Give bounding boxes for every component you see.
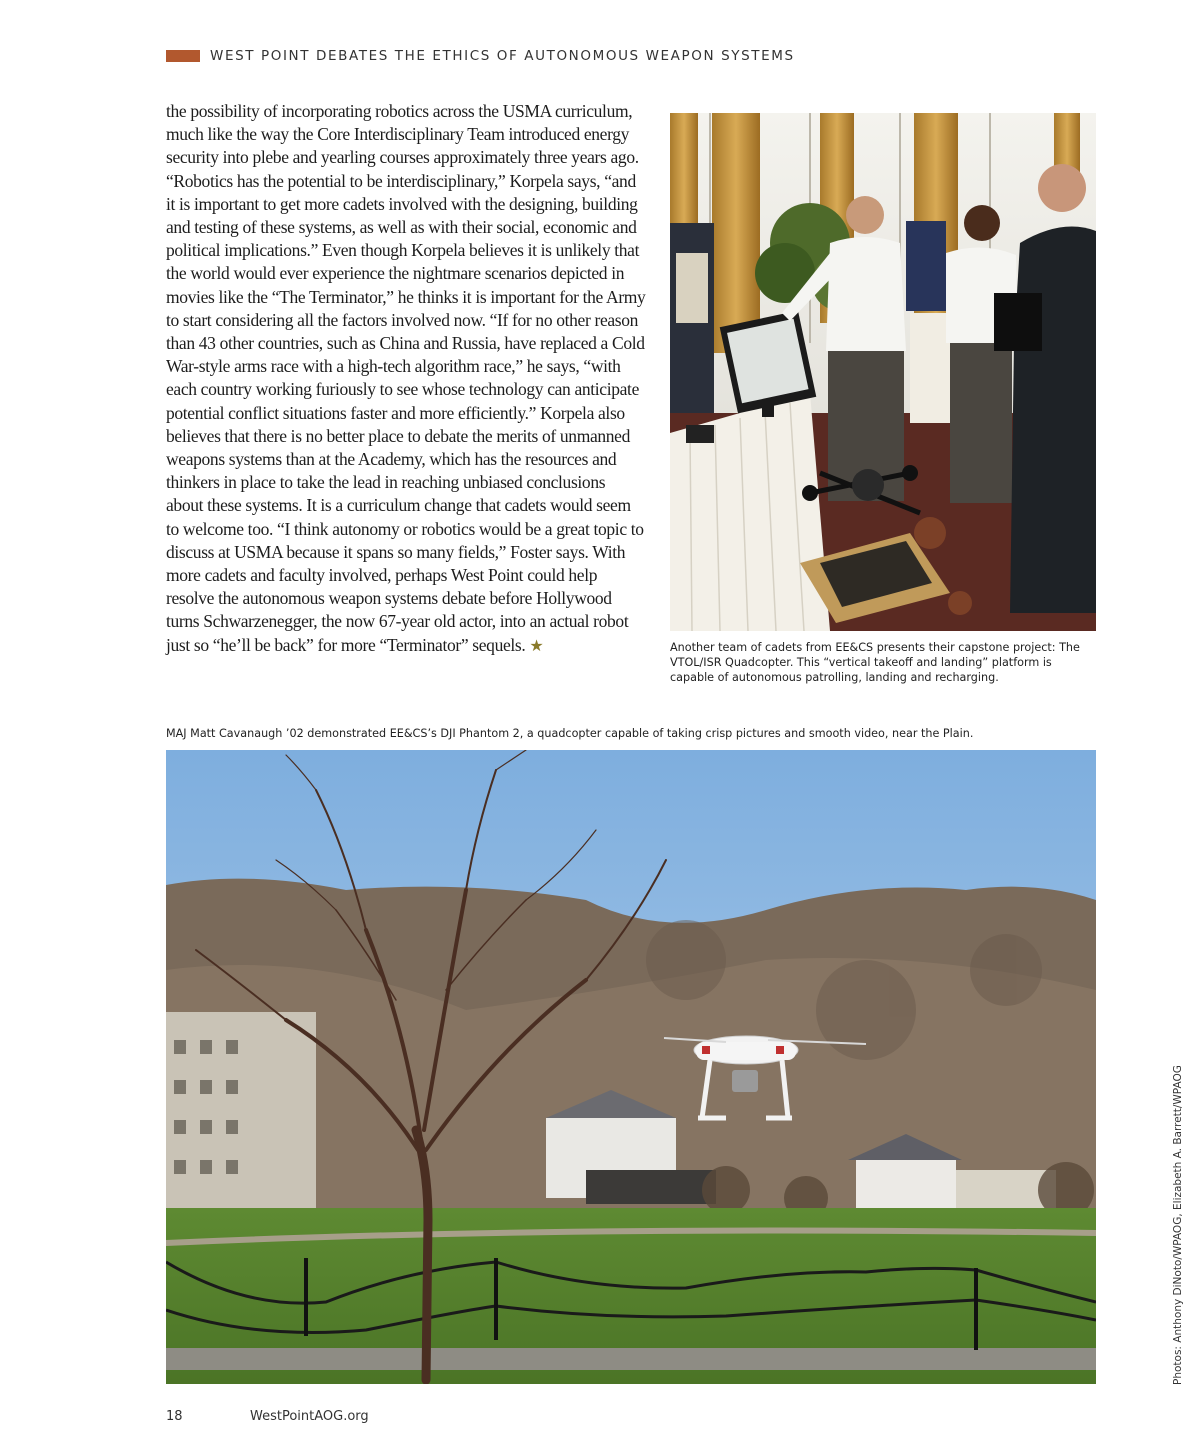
header-title: WEST POINT DEBATES THE ETHICS OF AUTONOMOUS WEAPON SYSTEMS — [210, 48, 795, 64]
running-header — [166, 46, 795, 66]
end-mark-star-icon: ★ — [529, 637, 544, 655]
article-body-text: the possibility of incorporating robotics across the USMA curriculum, much like the way the Core Interdisciplinary Team introduced energy security into plebe and yearling courses approximately three years ago. “Robotics has the potential to be interdisciplinary,” Korpela says, “and it is important to get more cadets involved with the designing, building and testing of these systems, as well as with their social, economic and political implications.” Even though Korpela believes it is unlikely that the world would ever experience the nightmare scenarios depicted in movies like the “The Terminator,” he thinks it is important for the Army to start considering all the factors involved now. “If for no other reason than 43 other countries, such as China and Russia, have replaced a Cold War-style arms race with a high-tech algorithm race,” he says, “with each country working furiously to see whose technology can anticipate potential conflict situations faster and more efficiently.” Korpela also believes that there is no better place to debate the merits of unmanned weapons systems than at the Academy, which has the resources and thinkers in place to take the lead in reaching unbiased conclusions about these systems. It is a curriculum change that cadets would seem to welcome too. “I think autonomy or robotics would be a great topic to discuss at USMA because it spans so many fields,” Foster says. With more cadets and faculty involved, perhaps West Point could help resolve the autonomous weapon systems debate before Hollywood turns Schwarzenegger, the now 67-year old actor, into an actual robot just so “he’ll be back” for more “Terminator” sequels. — [166, 101, 646, 655]
photo-credit: Photos: Anthony DiNoto/WPAOG, Elizabeth A. Barrett/WPAOG — [1172, 1065, 1184, 1385]
page-number: 18 — [166, 1409, 183, 1424]
header-accent-bar — [166, 50, 200, 62]
cadets-quadcopter-photo — [670, 113, 1096, 631]
top-photo-caption: Another team of cadets from EE&CS presents their capstone project: The VTOL/ISR Quadcopter. This “vertical takeoff and landing” platform is capable of autonomous patrolling, landing and recharging. — [670, 641, 1080, 684]
article-body — [166, 100, 646, 658]
phantom-drone-photo — [166, 750, 1096, 1384]
footer-site: WestPointAOG.org — [250, 1409, 369, 1424]
bottom-photo-caption: MAJ Matt Cavanaugh ’02 demonstrated EE&CS’s DJI Phantom 2, a quadcopter capable of taking crisp pictures and smooth video, near the Plain. — [166, 727, 974, 740]
